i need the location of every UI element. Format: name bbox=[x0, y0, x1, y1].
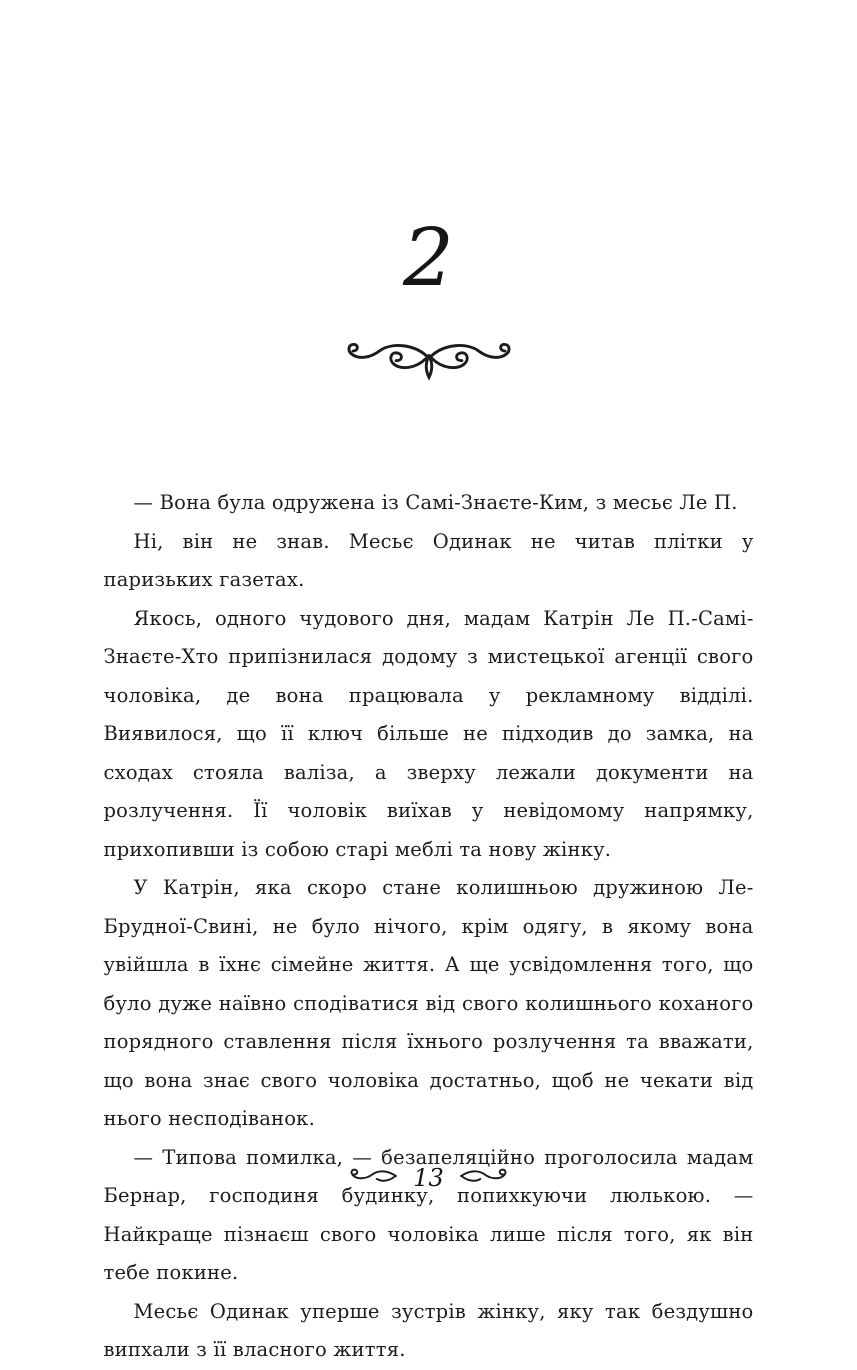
chapter-number: 2 bbox=[403, 211, 454, 304]
paragraph: Ні, він не знав. Месьє Одинак не читав плітки у паризьких газетах. bbox=[103, 529, 754, 591]
footer-left-flourish-icon bbox=[347, 1167, 399, 1189]
chapter-divider bbox=[0, 336, 857, 392]
chapter-text bbox=[104, 484, 754, 1370]
paragraph: У Катрін, яка скоро стане колишньою дружиною Ле-Брудної-Свині, не було нічого, крім одягу, в якому вона увійшла в їхнє сімейне життя. А ще усвідомлення того, що було дуже наївно сподіватися від свого колишнього коханого порядного ставлення після їхнього розлучення та вважати, що вона знає свого чоловіка достатньо, щоб не чекати від нього несподіванок. bbox=[103, 876, 754, 1130]
paragraph: — Вона була одружена із Самі-Знаєте-Ким, з месьє Ле П. bbox=[133, 491, 738, 514]
paragraph: Якось, одного чудового дня, мадам Катрін Ле П.-Самі-Знаєте-Хто припізнилася додому з мистецької агенції свого чоловіка, де вона працювала у рекламному відділі. Виявилося, що її ключ більше не підходив до замка, на сходах стояла валіза, а зверху лежали документи на розлучення. Її чоловік виїхав у невідомому напрямку, прихопивши із собою старі меблі та нову жінку. bbox=[103, 606, 754, 861]
footer-right-flourish-icon bbox=[458, 1167, 510, 1189]
page-number: 13 bbox=[413, 1164, 444, 1192]
flourish-icon bbox=[334, 373, 524, 392]
paragraph: Месьє Одинак уперше зустрів жінку, яку так бездушно випхали з її власного життя. bbox=[103, 1299, 754, 1361]
page-footer bbox=[0, 1164, 857, 1192]
paragraph: — Типова помилка, — безапеляційно проголосила мадам Бернар, господиня будинку, попихкуючи люлькою. — Найкраще пізнаєш свого чоловіка лише після того, як він тебе покине. bbox=[103, 1145, 754, 1284]
